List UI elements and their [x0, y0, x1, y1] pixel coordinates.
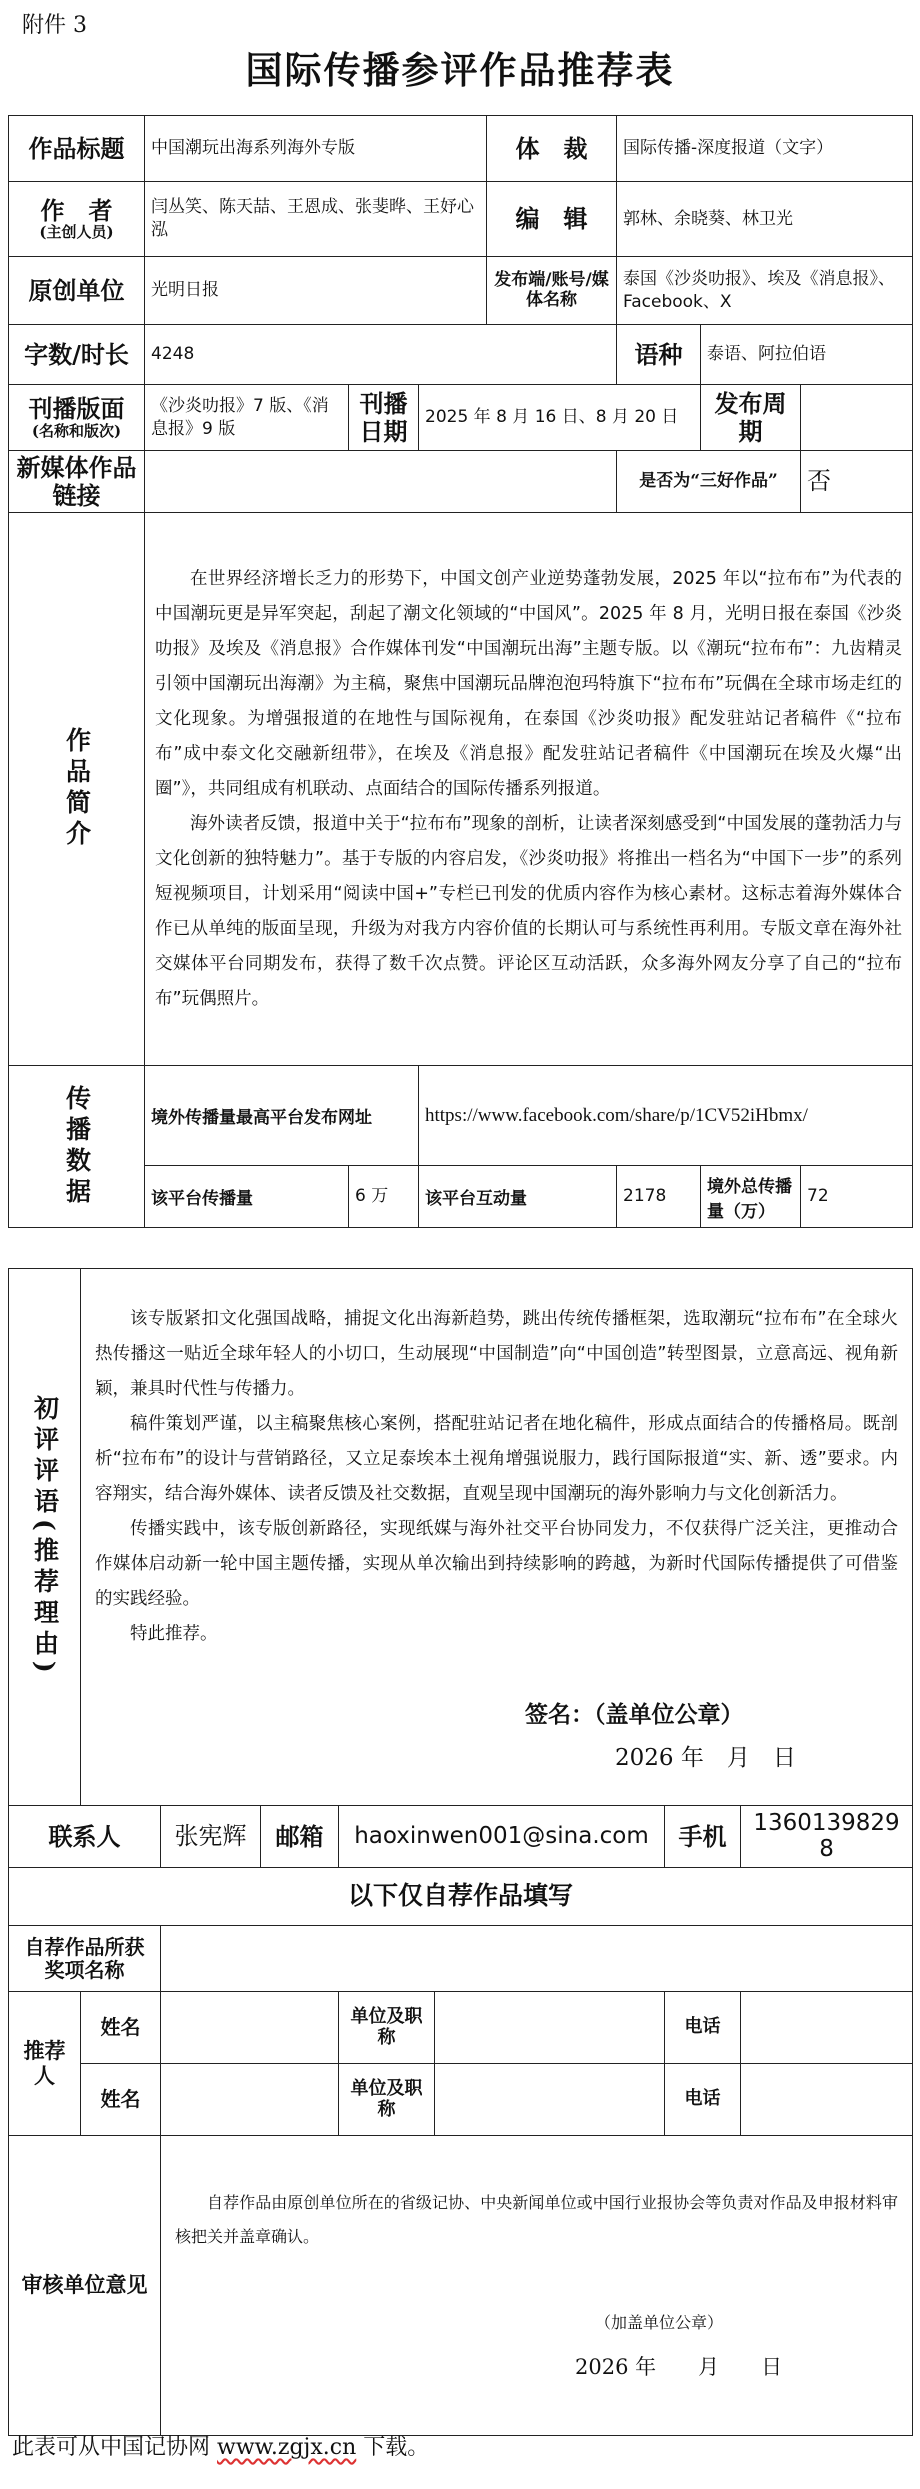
title-value: 中国潮玩出海系列海外专版 [145, 116, 487, 182]
date-label: 刊播日期 [349, 385, 419, 451]
unit-label: 原创单位 [9, 257, 145, 325]
page-title: 国际传播参评作品推荐表 [245, 48, 675, 92]
link-label: 新媒体作品链接 [9, 451, 145, 513]
title-label: 作品标题 [9, 116, 145, 182]
audit-date: 2026 年 月 日 [575, 2355, 783, 2379]
overseas-url-label: 境外传播量最高平台发布网址 [145, 1066, 419, 1166]
spread-label: 传播数据 [9, 1066, 145, 1228]
email-value: haoxinwen001@sina.com [339, 1806, 665, 1868]
recommender1-post-value [435, 1992, 665, 2064]
phone-label: 手机 [665, 1806, 741, 1868]
intro-paragraph-2: 海外读者反馈，报道中关于“拉布布”现象的剖析，让读者深刻感受到“中国发展的蓬勃活力与文化创新的独特魅力”。基于专版的内容启发，《沙炎叻报》将推出一档名为“中国下一步”的系列短视频项目，计划采用“阅读中国+”专栏已刊发的优质内容作为核心素材。这标志着海外媒体合作已从单纯的版面呈现，升级为对我方内容价值的长期认可与系统性再利用。专版文章在海外社交媒体平台同期发布，获得了数千次点赞。评论区互动活跃，众多海外网友分享了自己的“拉布布”玩偶照片。 [155, 813, 903, 1009]
language-label: 语种 [617, 325, 701, 385]
review-date: 2026 年 月 日 [615, 1745, 796, 1771]
recommender2-post-label: 单位及职称 [339, 2064, 435, 2136]
reach-label: 该平台传播量 [145, 1166, 349, 1228]
email-label: 邮箱 [261, 1806, 339, 1868]
review-paragraph-4: 特此推荐。 [130, 1624, 218, 1644]
author-label: 作 者 (主创人员) [9, 182, 145, 257]
overseas-url-value[interactable]: https://www.facebook.com/share/p/1CV52iHbmx/ [419, 1066, 913, 1166]
date-value: 2025 年 8 月 16 日、8 月 20 日 [419, 385, 701, 451]
review-paragraph-2: 稿件策划严谨，以主稿聚焦核心案例，搭配驻站记者在地化稿件，形成点面结合的传播格局。既剖析“拉布布”的设计与营销路径，又立足泰埃本土视角增强说服力，践行国际报道“实、新、透”要求。内容翔实，结合海外媒体、读者反馈及社交数据，直观呈现中国潮玩的海外影响力与文化创新活力。 [95, 1414, 899, 1504]
recommender1-post-label: 单位及职称 [339, 1992, 435, 2064]
period-value [801, 385, 913, 451]
intro-content [145, 513, 913, 1066]
words-value: 4248 [145, 325, 617, 385]
recommender1-name-value [161, 1992, 339, 2064]
platform-value: 泰国《沙炎叻报》、埃及《消息报》、Facebook、X [617, 257, 913, 325]
interaction-label: 该平台互动量 [419, 1166, 617, 1228]
interaction-value: 2178 [617, 1166, 701, 1228]
sanhao-value: 否 [801, 451, 913, 513]
link-value [145, 451, 617, 513]
review-content [81, 1269, 913, 1806]
sanhao-label: 是否为“三好作品” [617, 451, 801, 513]
recommender1-tel-label: 电话 [665, 1992, 741, 2064]
contact-label: 联系人 [9, 1806, 161, 1868]
recommender2-tel-label: 电话 [665, 2064, 741, 2136]
page-label: 刊播版面 (名称和版次) [9, 385, 145, 451]
recommender-label: 推荐人 [9, 1992, 81, 2136]
recommender2-name-value [161, 2064, 339, 2136]
recommender1-tel-value [741, 1992, 913, 2064]
period-label: 发布周期 [701, 385, 801, 451]
intro-label: 作品简介 [9, 513, 145, 1066]
reach-value: 6 万 [349, 1166, 419, 1228]
editor-value: 郭林、余晓葵、林卫光 [617, 182, 913, 257]
attachment-label: 附件 3 [22, 13, 87, 38]
self-recommend-header: 以下仅自荐作品填写 [9, 1868, 913, 1926]
review-paragraph-1: 该专版紧扣文化强国战略，捕捉文化出海新趋势，跳出传统传播框架，选取潮玩“拉布布”在全球火热传播这一贴近全球年轻人的小切口，生动展现“中国制造”向“中国创造”转型图景，立意高远、视角新颖，兼具时代性与传播力。 [95, 1309, 899, 1399]
intro-paragraph-1: 在世界经济增长乏力的形势下，中国文创产业逆势蓬勃发展，2025 年以“拉布布”为代表的中国潮玩更是异军突起，刮起了潮文化领域的“中国风”。2025 年 8 月，光明日报在泰国《沙炎叻报》及埃及《消息报》合作媒体刊发“中国潮玩出海”主题专版。以《潮玩“拉布布”：九齿精灵引领中国潮玩出海潮》为主稿，聚焦中国潮玩品牌泡泡玛特旗下“拉布布”玩偶在全球市场走红的文化现象。为增强报道的在地性与国际视角，在泰国《沙炎叻报》配发驻站记者稿件《“拉布布”成中泰文化交融新纽带》，在埃及《消息报》配发驻站记者稿件《中国潮玩在埃及火爆“出圈”》，共同组成有机联动、点面结合的国际传播系列报道。 [155, 568, 903, 799]
audit-stamp: （加盖单位公章） [595, 2313, 724, 2332]
recommender1-name-label: 姓名 [81, 1992, 161, 2064]
editor-label: 编 辑 [487, 182, 617, 257]
review-label: 初评评语(推荐理由) [9, 1269, 81, 1806]
total-reach-value: 72 [801, 1166, 913, 1228]
form-table-page2 [8, 1268, 913, 2436]
footer-note: 此表可从中国记协网 www.zgjx.cn 下载。 [12, 2435, 430, 2460]
recommender2-tel-value [741, 2064, 913, 2136]
page-value: 《沙炎叻报》7 版、《消息报》9 版 [145, 385, 349, 451]
recommender2-post-value [435, 2064, 665, 2136]
award-value [161, 1926, 913, 1992]
recommender2-name-label: 姓名 [81, 2064, 161, 2136]
phone-value: 13601398298 [741, 1806, 913, 1868]
total-reach-label: 境外总传播量（万） [701, 1166, 801, 1228]
award-label: 自荐作品所获奖项名称 [9, 1926, 161, 1992]
audit-text: 自荐作品由原创单位所在的省级记协、中央新闻单位或中国行业报协会等负责对作品及申报材料审核把关并盖章确认。 [175, 2193, 899, 2246]
form-table-page1 [8, 115, 913, 1228]
language-value: 泰语、阿拉伯语 [701, 325, 913, 385]
words-label: 字数/时长 [9, 325, 145, 385]
author-value: 闫丛笑、陈天喆、王恩成、张斐晔、王妤心泓 [145, 182, 487, 257]
unit-value: 光明日报 [145, 257, 487, 325]
review-paragraph-3: 传播实践中，该专版创新路径，实现纸媒与海外社交平台协同发力，不仅获得广泛关注，更推动合作媒体启动新一轮中国主题传播，实现从单次输出到持续影响的跨越，为新时代国际传播提供了可借鉴的实践经验。 [95, 1519, 899, 1609]
genre-value: 国际传播-深度报道（文字） [617, 116, 913, 182]
footer-site-link[interactable]: www.zgjx.cn [217, 2435, 357, 2460]
audit-label: 审核单位意见 [9, 2136, 161, 2436]
genre-label: 体 裁 [487, 116, 617, 182]
review-signature: 签名：（盖单位公章） [525, 1701, 744, 1728]
contact-value: 张宪辉 [161, 1806, 261, 1868]
audit-content [161, 2136, 913, 2436]
platform-label: 发布端/账号/媒体名称 [487, 257, 617, 325]
